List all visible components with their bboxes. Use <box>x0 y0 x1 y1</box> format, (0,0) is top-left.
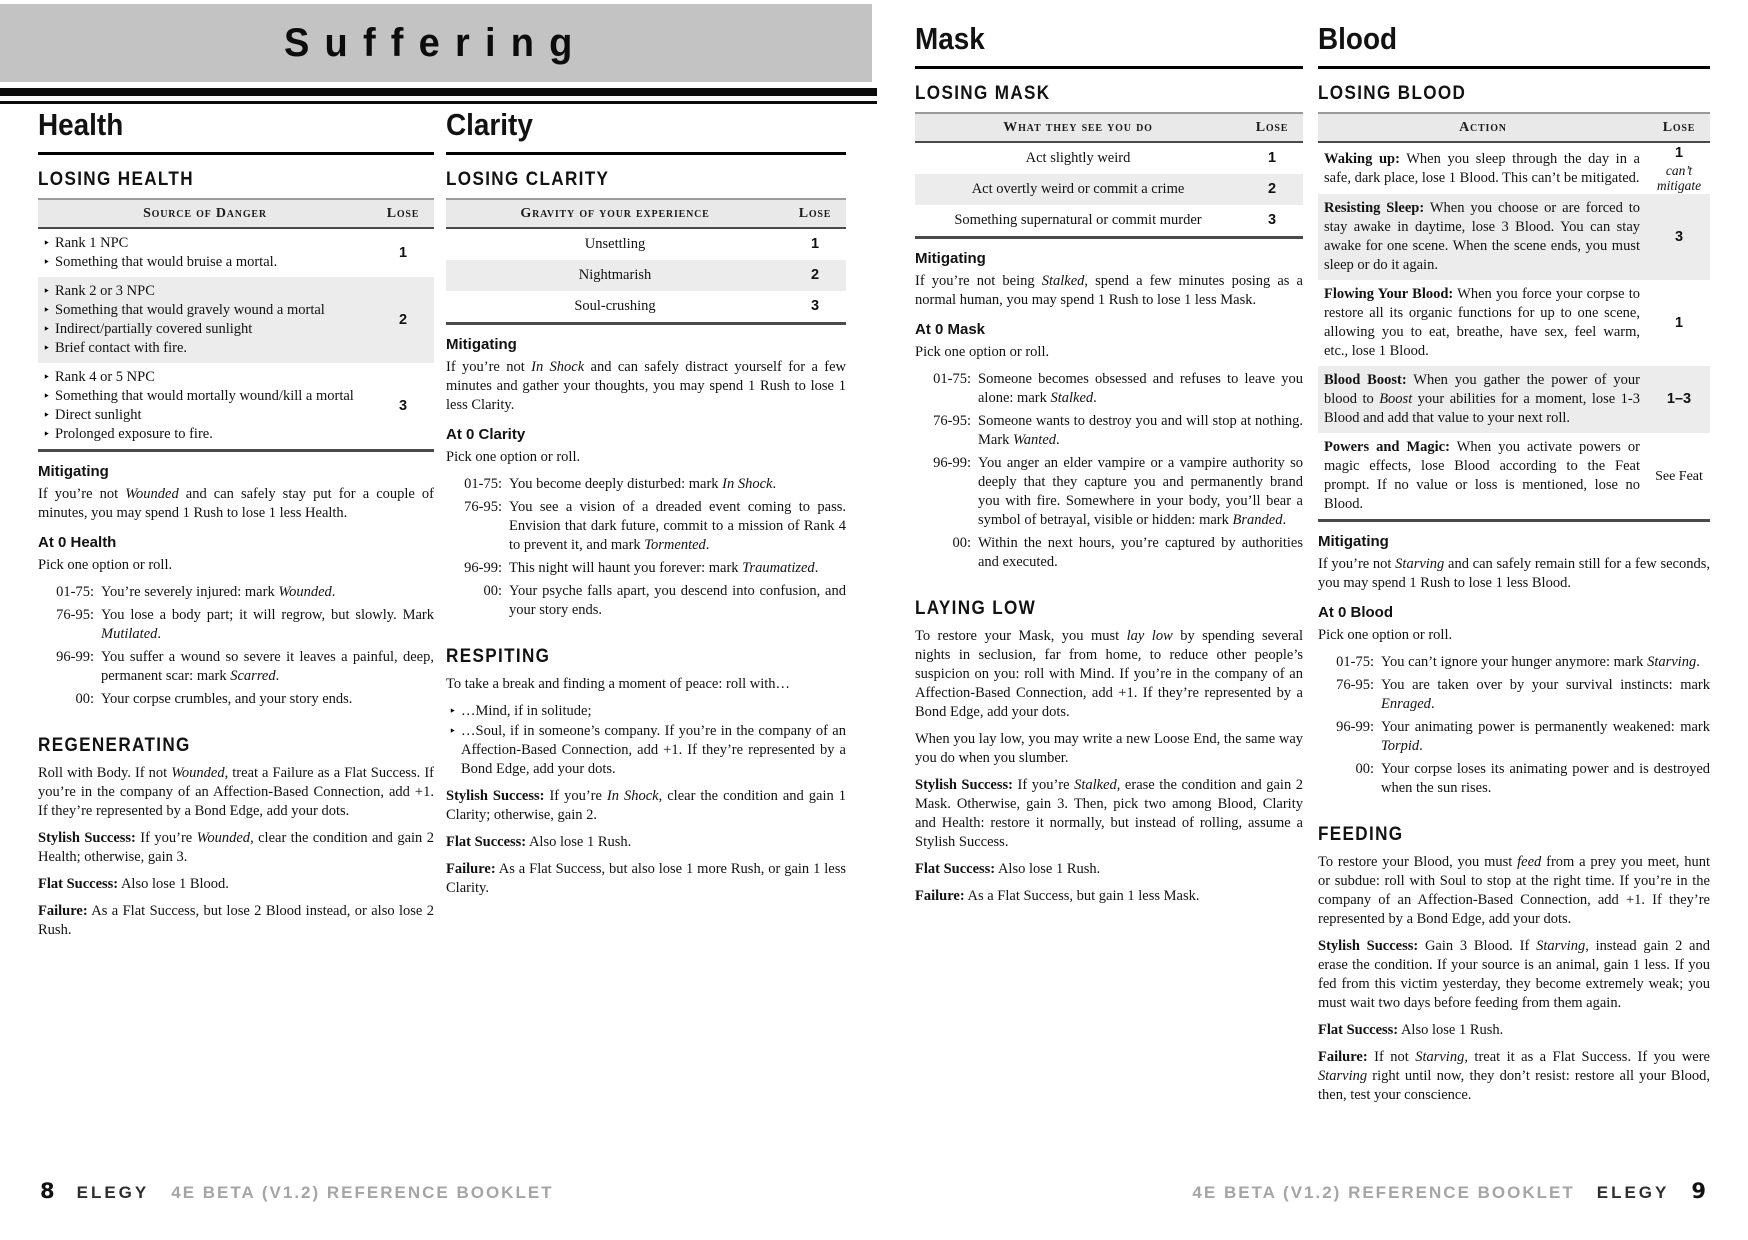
roll-range: 76-95: <box>464 499 502 515</box>
action-text: Waking up: When you sleep through the day in a safe, dark place, lose 1 Blood. This can’t be mitigated. <box>1324 150 1640 186</box>
lose-value: 1–3 <box>1648 366 1710 433</box>
danger-list <box>40 282 368 358</box>
mask-title-text: Mask <box>915 21 985 56</box>
danger-item: ‣ Rank 4 or 5 NPC <box>40 368 368 387</box>
table-row <box>1318 280 1710 366</box>
clarity-column <box>446 108 846 906</box>
roll-result-row <box>915 412 1303 450</box>
losing-health-heading <box>38 169 434 191</box>
table-row <box>38 363 434 451</box>
danger-list <box>40 368 368 444</box>
blood-column-title <box>1318 22 1710 69</box>
mitigating-label: Mitigating <box>38 463 109 480</box>
roll-range: 00: <box>75 691 94 707</box>
stylish-success-text: Stylish Success: If you’re In Shock, clear the condition and gain 1 Clarity; otherwise, gain 2. <box>446 788 846 823</box>
roll-result-row <box>38 583 434 602</box>
roll-result-row <box>915 370 1303 408</box>
lose-value <box>1648 142 1710 194</box>
action-header: Action <box>1318 113 1648 142</box>
at-zero-mask-label: At 0 Mask <box>915 321 986 338</box>
table-row <box>915 205 1303 238</box>
gravity-label: Unsettling <box>584 236 646 252</box>
mask-column-title <box>915 22 1303 69</box>
lose-header: Lose <box>1241 113 1303 142</box>
mitigating-label: Mitigating <box>446 336 517 353</box>
roll-result-row <box>446 582 846 620</box>
respiting-heading-text: RESPITING <box>446 646 551 667</box>
roll-text: Within the next hours, you’re captured by authorities and executed. <box>978 535 1303 570</box>
banner-rule-thick <box>0 88 877 96</box>
table-row <box>446 291 846 324</box>
losing-blood-table <box>1318 112 1710 522</box>
mask-column <box>915 22 1303 914</box>
mitigating-label: Mitigating <box>915 250 986 267</box>
danger-item: ‣ Indirect/partially covered sunlight <box>40 320 368 339</box>
table-header-row <box>446 199 846 228</box>
pick-option-text: Pick one option or roll. <box>38 557 173 573</box>
gravity-header: Gravity of your experience <box>446 199 784 228</box>
roll-result-row <box>446 475 846 494</box>
page-number-right: 9 <box>1691 1179 1706 1203</box>
right-page-footer <box>1192 1179 1706 1203</box>
at-zero-health-label: At 0 Health <box>38 534 117 551</box>
roll-result-row <box>38 690 434 709</box>
losing-mask-heading-text: LOSING MASK <box>915 83 1051 104</box>
danger-item: ‣ Brief contact with fire. <box>40 339 368 358</box>
roll-text: You suffer a wound so severe it leaves a painful, deep, permanent scar: mark Scarred. <box>101 649 434 684</box>
action-text: Blood Boost: When you gather the power of your blood to Boost your abilities for a moment, lose 1-3 Blood and add that value to your next roll. <box>1318 366 1648 433</box>
mitigating-text: If you’re not Wounded and can safely stay put for a couple of minutes, you may spend 1 Rush to lose 1 less Health. <box>38 486 435 521</box>
danger-item: ‣ Something that would bruise a mortal. <box>40 253 368 272</box>
roll-text: Your corpse loses its animating power and is destroyed when the sun rises. <box>1381 761 1710 796</box>
feeding-heading-text: FEEDING <box>1318 824 1404 845</box>
blood-title-text: Blood <box>1318 21 1398 56</box>
roll-text: Someone wants to destroy you and will stop at nothing. Mark Wanted. <box>978 413 1303 448</box>
table-header-row <box>1318 113 1710 142</box>
lose-value: 3 <box>1267 212 1277 228</box>
danger-cell <box>38 228 372 277</box>
danger-item: ‣ Something that would gravely wound a mortal <box>40 301 368 320</box>
roll-text: You are taken over by your survival instincts: mark Enraged. <box>1381 677 1710 712</box>
stylish-success-text: Stylish Success: If you’re Stalked, erase the condition and gain 2 Mask. Otherwise, gain 3. Then, pick two among Blood, Clarity and Health: restore it normally, but instead of rolling, assume a Stylish Success. <box>915 777 1303 850</box>
at-zero-clarity-label: At 0 Clarity <box>446 426 526 443</box>
health-column-title <box>38 108 434 155</box>
mitigating-text: If you’re not In Shock and can safely distract yourself for a few minutes and gather your thoughts, you may spend 1 Rush to lose 1 less Clarity. <box>446 359 846 413</box>
elegy-brand: ELEGY <box>76 1183 150 1202</box>
lose-value: 1 <box>1674 314 1684 331</box>
pick-option-text: Pick one option or roll. <box>915 344 1050 360</box>
roll-result-row <box>1318 718 1710 756</box>
lose-header: Lose <box>784 199 846 228</box>
lose-value: 1 <box>1267 150 1277 166</box>
behavior-label: Act overtly weird or commit a crime <box>915 174 1241 205</box>
roll-range: 00: <box>952 535 971 551</box>
behavior-label: Something supernatural or commit murder <box>954 212 1202 228</box>
respiting-option: ‣ …Soul, if in someone’s company. If you’re in the company of an Affection-Based Connection, add +1. If they’re represented by a Bond Edge, add your dots. <box>446 722 846 779</box>
flat-success-text: Flat Success: Also lose 1 Rush. <box>1318 1022 1504 1038</box>
banner-rule-thin <box>0 101 877 104</box>
losing-clarity-heading <box>446 169 846 191</box>
failure-text: Failure: As a Flat Success, but gain 1 less Mask. <box>915 888 1200 904</box>
roll-result-row <box>915 534 1303 572</box>
lose-value: 3 <box>398 397 408 414</box>
clarity-title-text: Clarity <box>446 107 533 142</box>
feeding-heading <box>1318 824 1710 846</box>
danger-item: ‣ Direct sunlight <box>40 406 368 425</box>
roll-text: Your psyche falls apart, you descend into confusion, and your story ends. <box>509 583 846 618</box>
roll-text: Your animating power is permanently weakened: mark Torpid. <box>1381 719 1710 754</box>
losing-blood-heading <box>1318 83 1710 105</box>
pick-option-text: Pick one option or roll. <box>446 449 581 465</box>
table-row <box>1318 433 1710 521</box>
lose-header: Lose <box>372 199 434 228</box>
table-header-row <box>38 199 434 228</box>
roll-range: 76-95: <box>56 607 94 623</box>
suffering-banner <box>0 4 872 82</box>
roll-text: Your corpse crumbles, and your story ends. <box>101 691 353 707</box>
action-text: Resisting Sleep: When you choose or are forced to stay awake in daytime, lose 3 Blood. You can stay awake for one scene. When the scene ends, you must sleep or do it again. <box>1318 194 1648 280</box>
roll-range: 76-95: <box>1336 677 1374 693</box>
laying-low-heading-text: LAYING LOW <box>915 598 1037 619</box>
roll-text: You become deeply disturbed: mark In Shock. <box>509 476 777 492</box>
danger-item: ‣ Something that would mortally wound/kill a mortal <box>40 387 368 406</box>
roll-result-row <box>1318 653 1710 672</box>
table-row <box>446 260 846 291</box>
what-they-see-header: What they see you do <box>915 113 1241 142</box>
health-column <box>38 108 434 948</box>
roll-result-row <box>38 648 434 686</box>
roll-result-row <box>38 606 434 644</box>
feeding-paragraph: To restore your Blood, you must feed from a prey you meet, hunt or subdue: roll with Soul to stop at the right time. If you’re in the company of an Affection-Based Connection, add +1. If they’re represented by a Bond Edge, add your dots. <box>1318 854 1710 927</box>
mitigating-text: If you’re not Starving and can safely remain still for a few seconds, you may spend 1 Rush to lose 1 less Blood. <box>1318 556 1711 591</box>
lose-value: 1 <box>810 236 820 252</box>
laying-low-paragraph: When you lay low, you may write a new Loose End, the same way you do when you slumber. <box>915 731 1303 766</box>
roll-range: 96-99: <box>1336 719 1374 735</box>
danger-list <box>40 234 368 272</box>
roll-range: 96-99: <box>56 649 94 665</box>
lose-value: 3 <box>810 298 820 314</box>
roll-range: 00: <box>1355 761 1374 777</box>
lose-value: 2 <box>784 260 846 291</box>
regenerating-paragraph: Roll with Body. If not Wounded, treat a Failure as a Flat Success. If you’re in the company of an Affection-Based Connection, add +1. If they’re represented by a Bond Edge, add your dots. <box>38 765 434 819</box>
table-row <box>38 228 434 277</box>
table-row <box>1318 366 1710 433</box>
booklet-label: 4E BETA (V1.2) REFERENCE BOOKLET <box>171 1183 554 1202</box>
flat-success-text: Flat Success: Also lose 1 Rush. <box>915 861 1101 877</box>
banner-title: Suffering <box>284 20 588 65</box>
roll-range: 96-99: <box>933 455 971 471</box>
roll-text: You lose a body part; it will regrow, but slowly. Mark Mutilated. <box>101 607 434 642</box>
losing-health-heading-text: LOSING HEALTH <box>38 169 194 190</box>
laying-low-paragraph: To restore your Mask, you must lay low by spending several nights in seclusion, far from home, to reduce other people’s suspicion on you: roll with Mind. If you’re in the company of an Affection-Based Connection, add +1. If they’re represented by a Bond Edge, add your dots. <box>915 628 1304 720</box>
roll-result-row <box>915 454 1303 530</box>
roll-text: You see a vision of a dreaded event coming to pass. Envision that dark future, commit to a mission of Rank 4 to prevent it, and mark Tormented. <box>509 499 846 553</box>
mitigating-label: Mitigating <box>1318 533 1389 550</box>
table-row <box>915 174 1303 205</box>
roll-text: You’re severely injured: mark Wounded. <box>101 584 336 600</box>
roll-text: You can’t ignore your hunger anymore: mark Starving. <box>1381 654 1700 670</box>
losing-mask-table <box>915 112 1303 239</box>
losing-clarity-table <box>446 198 846 325</box>
lose-note: can’t mitigate <box>1656 163 1702 193</box>
roll-text: This night will haunt you forever: mark Traumatized. <box>509 560 819 576</box>
booklet-label: 4E BETA (V1.2) REFERENCE BOOKLET <box>1192 1183 1575 1202</box>
lose-value: 2 <box>1241 174 1303 205</box>
roll-result-row <box>1318 760 1710 798</box>
left-page-footer <box>40 1179 554 1203</box>
clarity-column-title <box>446 108 846 155</box>
lose-amount: 1 <box>1674 145 1684 161</box>
behavior-label: Act slightly weird <box>1025 150 1131 166</box>
danger-cell <box>38 363 372 451</box>
elegy-brand: ELEGY <box>1596 1183 1670 1202</box>
losing-mask-heading <box>915 83 1303 105</box>
lose-value: 2 <box>372 277 434 363</box>
roll-range: 01-75: <box>1336 654 1374 670</box>
blood-column <box>1318 22 1710 1113</box>
failure-text: Failure: As a Flat Success, but also lose 1 more Rush, or gain 1 less Clarity. <box>446 861 846 896</box>
mitigating-text: If you’re not being Stalked, spend a few minutes posing as a normal human, you may spend 1 Rush to lose 1 less Mask. <box>915 273 1303 308</box>
gravity-label: Soul-crushing <box>574 298 656 314</box>
roll-text: You anger an elder vampire or a vampire authority so deeply that they capture you and permanently brand you with fire. Somewhere in your body, you’ll bear a symbol of betrayal, visible or hidden: mark Branded. <box>978 455 1303 528</box>
roll-range: 96-99: <box>464 560 502 576</box>
flat-success-text: Flat Success: Also lose 1 Rush. <box>446 834 632 850</box>
health-title-text: Health <box>38 107 124 142</box>
roll-range: 00: <box>483 583 502 599</box>
respiting-option: ‣ …Mind, if in solitude; <box>446 702 846 721</box>
stylish-success-text: Stylish Success: If you’re Wounded, clear the condition and gain 2 Health; otherwise, gain 3. <box>38 830 434 865</box>
lose-value: 1 <box>398 244 408 261</box>
losing-health-table <box>38 198 434 452</box>
respiting-intro: To take a break and finding a moment of peace: roll with… <box>446 676 791 692</box>
regenerating-heading <box>38 735 434 757</box>
table-row <box>446 228 846 260</box>
source-of-danger-header: Source of Danger <box>38 199 372 228</box>
flat-success-text: Flat Success: Also lose 1 Blood. <box>38 876 229 892</box>
action-text: Powers and Magic: When you activate powers or magic effects, lose Blood according to the Feat prompt. If no value or loss is mentioned, lose no Blood. <box>1324 439 1640 512</box>
roll-result-row <box>1318 676 1710 714</box>
roll-text: Someone becomes obsessed and refuses to leave you alone: mark Stalked. <box>978 371 1303 406</box>
laying-low-heading <box>915 598 1303 620</box>
gravity-label: Nightmarish <box>446 260 784 291</box>
losing-clarity-heading-text: LOSING CLARITY <box>446 169 610 190</box>
respiting-options-list <box>446 702 846 779</box>
losing-blood-heading-text: LOSING BLOOD <box>1318 83 1467 104</box>
lose-header: Lose <box>1648 113 1710 142</box>
danger-cell <box>38 277 372 363</box>
pick-option-text: Pick one option or roll. <box>1318 627 1453 643</box>
at-zero-blood-label: At 0 Blood <box>1318 604 1393 621</box>
danger-item: ‣ Rank 2 or 3 NPC <box>40 282 368 301</box>
table-row <box>915 142 1303 174</box>
respiting-heading <box>446 646 846 668</box>
roll-range: 01-75: <box>56 584 94 600</box>
roll-range: 01-75: <box>464 476 502 492</box>
danger-item: ‣ Rank 1 NPC <box>40 234 368 253</box>
failure-text: Failure: As a Flat Success, but lose 2 Blood instead, or also lose 2 Rush. <box>38 903 434 938</box>
lose-value: See Feat <box>1655 468 1703 484</box>
table-row <box>38 277 434 363</box>
stylish-success-text: Stylish Success: Gain 3 Blood. If Starving, instead gain 2 and erase the condition. If your source is an animal, gain 1 less. If you fed from this victim yesterday, they become extremely weak; you must wait two days before feeding from them again. <box>1318 938 1710 1011</box>
roll-range: 76-95: <box>933 413 971 429</box>
danger-item: ‣ Prolonged exposure to fire. <box>40 425 368 444</box>
action-text: Flowing Your Blood: When you force your corpse to restore all its organic functions for up to one scene, allowing you to eat, breathe, have sex, feel warm, etc., lose 1 Blood. <box>1324 286 1640 359</box>
lose-value: 3 <box>1648 194 1710 280</box>
roll-result-row <box>446 559 846 578</box>
table-row <box>1318 194 1710 280</box>
table-header-row <box>915 113 1303 142</box>
table-row <box>1318 142 1710 194</box>
failure-text: Failure: If not Starving, treat it as a Flat Success. If you were Starving right until now, they don’t resist: restore all your Blood, then, test your conscience. <box>1318 1049 1710 1103</box>
roll-result-row <box>446 498 846 555</box>
roll-range: 01-75: <box>933 371 971 387</box>
regenerating-heading-text: REGENERATING <box>38 735 191 756</box>
page-number-left: 8 <box>40 1179 55 1203</box>
